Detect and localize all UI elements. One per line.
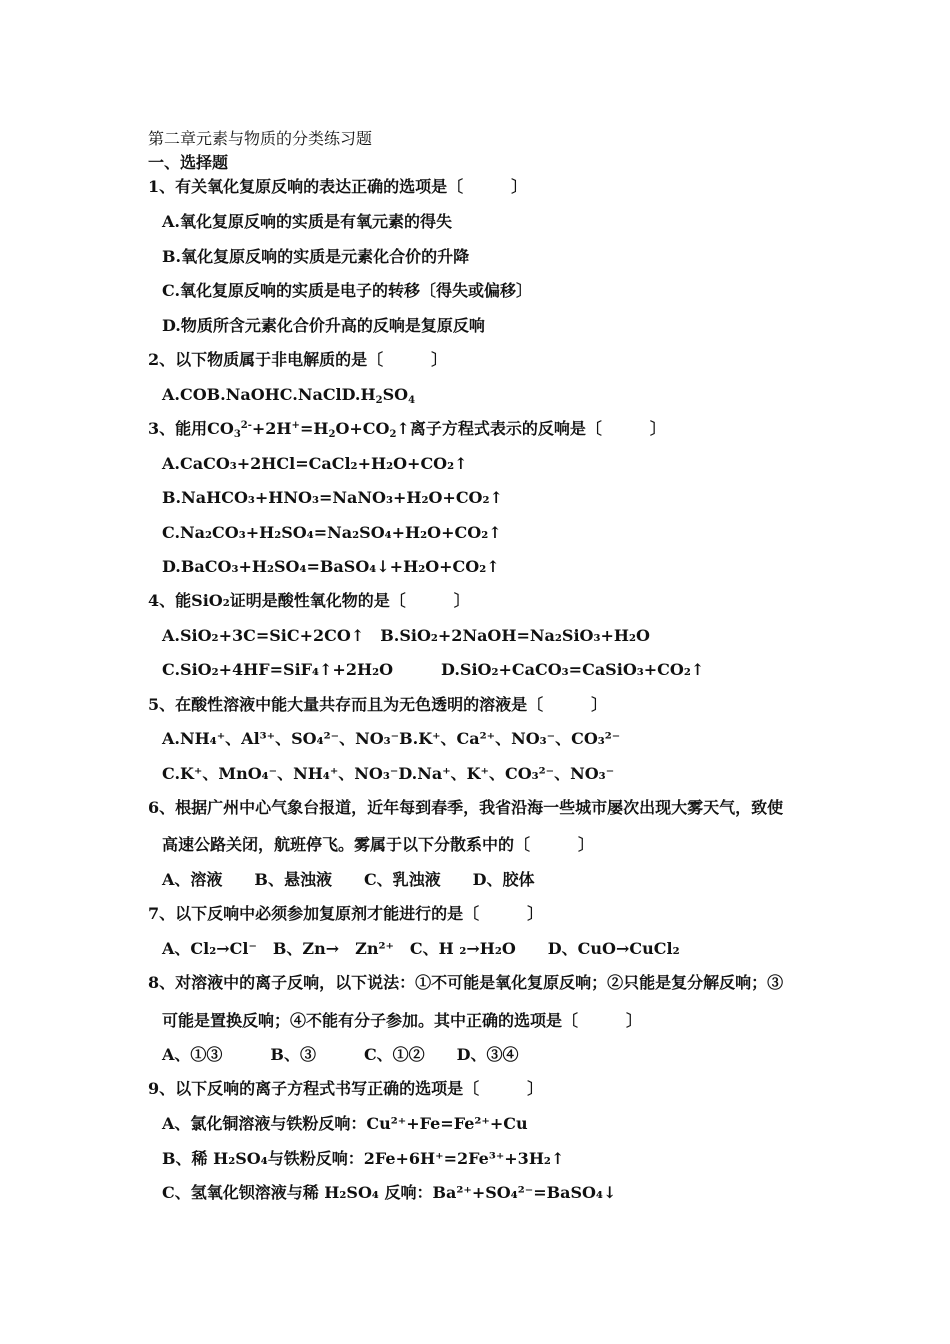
- document-title: 第二章元素与物质的分类练习题: [148, 129, 373, 148]
- option-1b: B.氧化复原反响的实质是元素化合价的升降: [162, 247, 470, 266]
- options-6: A、溶液 B、悬浊液 C、乳浊液 D、胶体: [162, 870, 535, 889]
- question-3-suffix: 离子方程式表示的反响是〔 〕: [409, 419, 666, 438]
- question-9: 9、以下反响的离子方程式书写正确的选项是〔 〕: [148, 1079, 544, 1098]
- question-6-line1: 6、根据广州中心气象台报道，近年每到春季，我省沿海一些城市屡次出现大雾天气，致使: [148, 798, 784, 817]
- question-3: [148, 418, 666, 440]
- question-3-prefix: 3、能用CO: [148, 419, 234, 438]
- formula-part: SO: [382, 385, 409, 404]
- subscript: 3: [233, 429, 241, 440]
- question-6-line2: 高速公路关闭，航班停飞。雾属于以下分散系中的〔 〕: [162, 835, 595, 854]
- question-7: 7、以下反响中必须参加复原剂才能进行的是〔 〕: [148, 904, 544, 923]
- question-4: 4、能SiO₂证明是酸性氧化物的是〔 〕: [148, 591, 470, 610]
- option-3d: D.BaCO₃+H₂SO₄=BaSO₄↓+H₂O+CO₂↑: [162, 557, 500, 576]
- option-9c: C、氢氧化钡溶液与稀 H₂SO₄ 反响：Ba²⁺+SO₄²⁻=BaSO₄↓: [162, 1183, 617, 1202]
- options-5cd: C.K⁺、MnO₄⁻、NH₄⁺、NO₃⁻D.Na⁺、K⁺、CO₃²⁻、NO₃⁻: [162, 764, 615, 783]
- option-9b: B、稀 H₂SO₄与铁粉反响：2Fe+6H⁺=2Fe³⁺+3H₂↑: [162, 1149, 565, 1168]
- question-5: 5、在酸性溶液中能大量共存而且为无色透明的溶液是〔 〕: [148, 695, 608, 714]
- options-8: A、①③ B、③ C、①② D、③④: [162, 1045, 519, 1064]
- option-9a: A、氯化铜溶液与铁粉反响：Cu²⁺+Fe=Fe²⁺+Cu: [162, 1114, 528, 1133]
- question-1: 1、有关氧化复原反响的表达正确的选项是〔 〕: [148, 177, 528, 196]
- question-8-line1: 8、对溶液中的离子反响，以下说法：①不可能是氧化复原反响；②只能是复分解反响；③: [148, 973, 784, 992]
- options-5ab: A.NH₄⁺、Al³⁺、SO₄²⁻、NO₃⁻B.K⁺、Ca²⁺、NO₃⁻、CO₃²⁻: [162, 729, 621, 748]
- option-3a: A.CaCO₃+2HCl=CaCl₂+H₂O+CO₂↑: [162, 454, 468, 473]
- options-4cd: C.SiO₂+4HF=SiF₄↑+2H₂O D.SiO₂+CaCO₃=CaSiO₃+CO₂↑: [162, 660, 705, 679]
- subscript: 2: [389, 429, 397, 440]
- formula-part: O+CO: [335, 419, 390, 438]
- options-7: A、Cl₂→Cl⁻ B、Zn→ Zn²⁺ C、H ₂→H₂O D、CuO→CuCl₂: [162, 939, 680, 958]
- options-2: [162, 384, 415, 406]
- subscript: 2: [328, 429, 336, 440]
- options-4ab: A.SiO₂+3C=SiC+2CO↑ B.SiO₂+2NaOH=Na₂SiO₃+H₂O: [162, 626, 650, 645]
- question-2: 2、以下物质属于非电解质的是〔 〕: [148, 350, 448, 369]
- superscript: +: [291, 420, 300, 431]
- option-1a: A.氧化复原反响的实质是有氧元素的得失: [162, 212, 452, 231]
- subscript: 4: [408, 395, 416, 406]
- option-3c: C.Na₂CO₃+H₂SO₄=Na₂SO₄+H₂O+CO₂↑: [162, 523, 502, 542]
- option-1c: C.氧化复原反响的实质是电子的转移〔得失或偏移〕: [162, 281, 533, 300]
- section-heading: 一、选择题: [148, 153, 229, 172]
- option-1d: D.物质所含元素化合价升高的反响是复原反响: [162, 316, 485, 335]
- arrow-up-icon: ↑: [396, 419, 410, 438]
- formula-part: =H: [299, 419, 329, 438]
- option-3b: B.NaHCO₃+HNO₃=NaNO₃+H₂O+CO₂↑: [162, 488, 503, 507]
- formula-part: +2H: [251, 419, 292, 438]
- subscript: 2: [375, 395, 383, 406]
- options-2-text: A.COB.NaOHC.NaClD.H: [162, 385, 376, 404]
- superscript: 2-: [240, 420, 252, 431]
- question-8-line2: 可能是置换反响；④不能有分子参加。其中正确的选项是〔 〕: [162, 1011, 643, 1030]
